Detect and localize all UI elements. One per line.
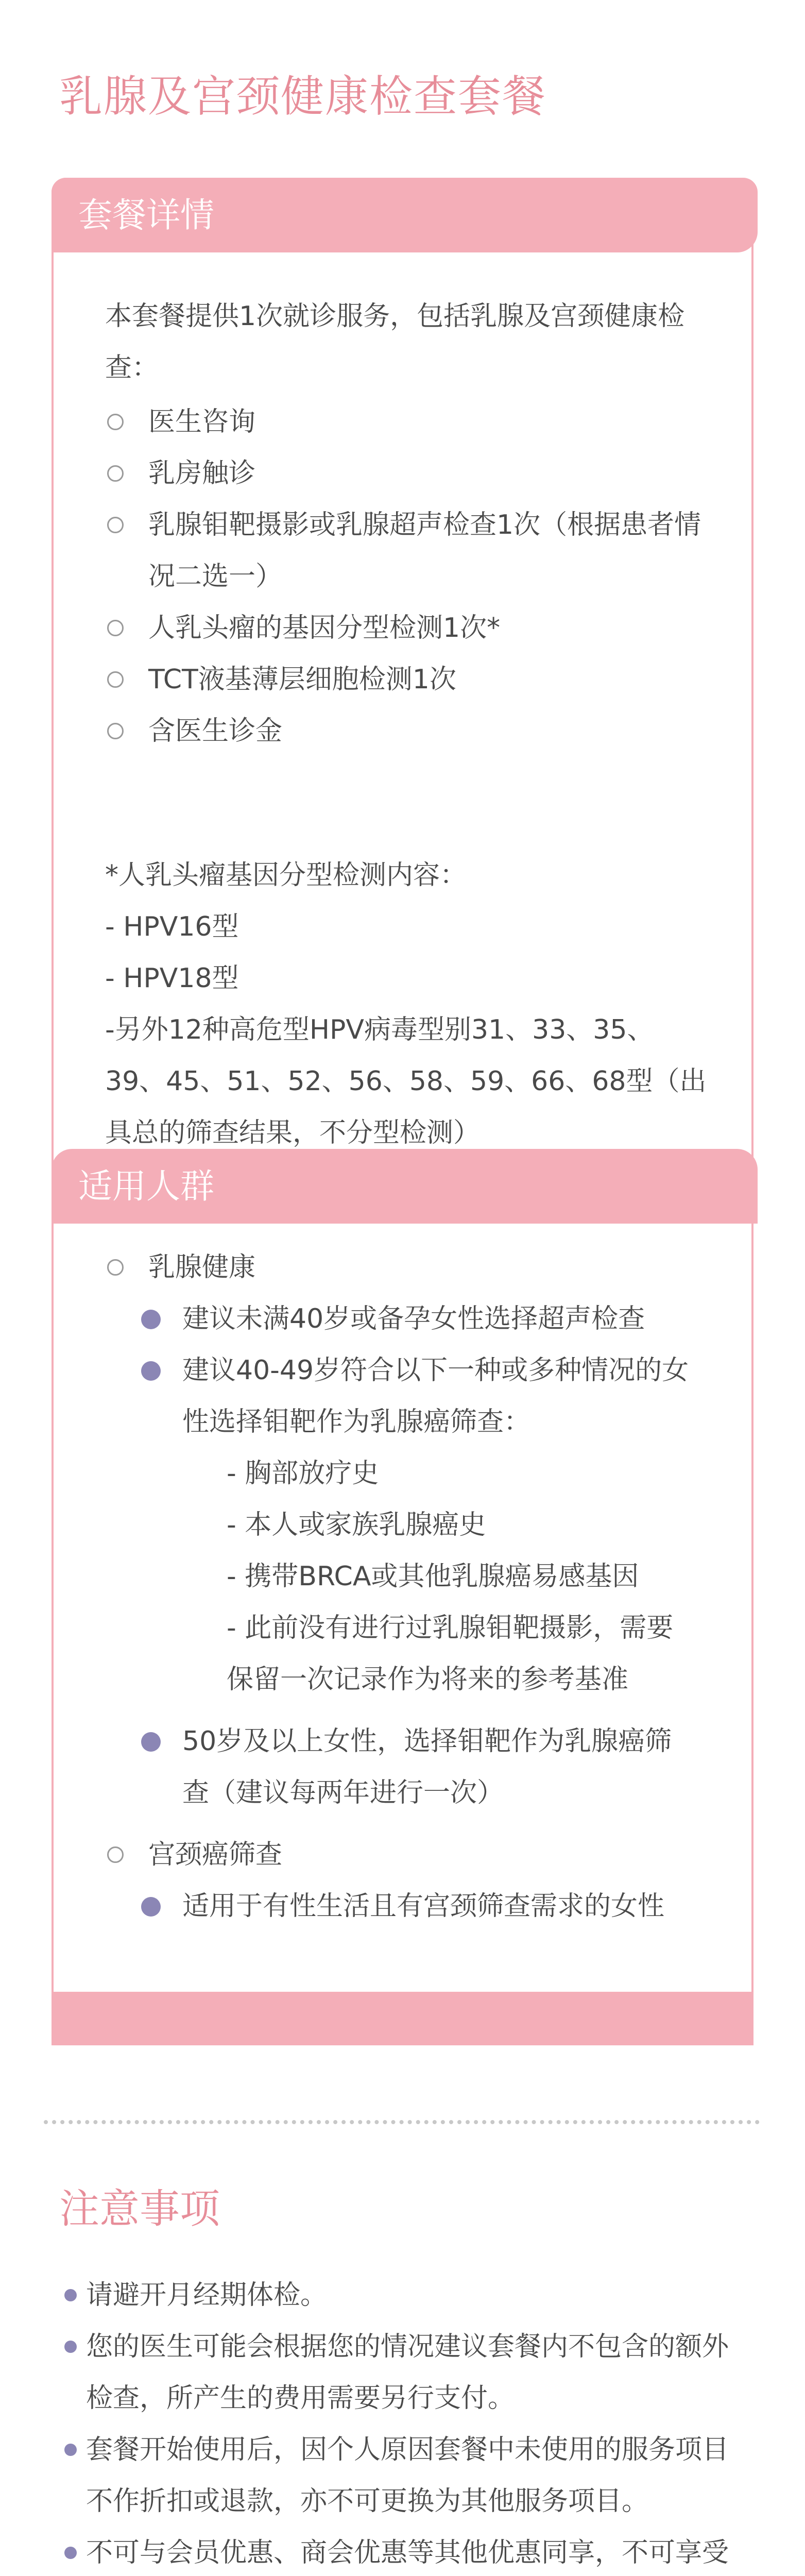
dot-bullet-icon xyxy=(64,2547,77,2559)
hpv-line: - HPV18型 xyxy=(105,963,239,994)
list-item: 不可与会员优惠、商会优惠等其他优惠同享，不可享受 xyxy=(64,2527,734,2576)
circle-bullet-icon xyxy=(107,465,124,482)
circle-bullet-icon xyxy=(107,723,124,739)
list-item: 建议40-49岁符合以下一种或多种情况的女性选择钼靶作为乳腺癌筛查： xyxy=(105,1345,697,1448)
circle-bullet-icon xyxy=(107,1259,124,1276)
circle-bullet-icon xyxy=(107,414,124,430)
list-item: 乳房触诊 xyxy=(105,448,723,499)
list-item: 建议未满40岁或备孕女性选择超声检查 xyxy=(105,1293,723,1345)
details-tab: 套餐详情 xyxy=(52,178,758,252)
hpv-title: *人乳头瘤基因分型检测内容： xyxy=(105,860,467,891)
list-item: 含医生诊金 xyxy=(105,705,723,757)
dot-bullet-icon xyxy=(141,1897,161,1917)
list-item: 您的医生可能会根据您的情况建议套餐内不包含的额外检查，所产生的费用需要另行支付。 xyxy=(64,2321,734,2424)
dotted-divider xyxy=(44,2120,760,2124)
details-list xyxy=(105,396,723,757)
audience-list xyxy=(105,1242,723,1932)
audience-card xyxy=(52,1154,753,1994)
list-item: 50岁及以上女性，选择钼靶作为乳腺癌筛查（建议每两年进行一次） xyxy=(105,1716,697,1819)
list-item: 套餐开始使用后，因个人原因套餐中未使用的服务项目不作折扣或退款，亦不可更换为其他服务项目。 xyxy=(64,2424,734,2527)
list-item: 适用于有性生活且有宫颈筛查需求的女性 xyxy=(105,1880,723,1932)
list-item: 医生咨询 xyxy=(105,396,723,448)
details-intro: 本套餐提供1次就诊服务，包括乳腺及宫颈健康检查： xyxy=(105,301,685,383)
audience-tab: 适用人群 xyxy=(52,1149,758,1224)
dot-bullet-icon xyxy=(64,2444,77,2456)
list-item: - 本人或家族乳腺癌史 xyxy=(227,1510,486,1540)
hpv-line: -另外12种高危型HPV病毒型别31、33、35、39、45、51、52、56、58、59、66、68型（出具总的筛查结果，不分型检测） xyxy=(105,1014,707,1148)
page-title: 乳腺及宫颈健康检查套餐 xyxy=(59,71,547,122)
dot-bullet-icon xyxy=(64,2341,77,2353)
circle-bullet-icon xyxy=(107,1846,124,1863)
notes-heading: 注意事项 xyxy=(59,2186,220,2232)
list-item: TCT液基薄层细胞检测1次 xyxy=(105,654,723,705)
circle-bullet-icon xyxy=(107,671,124,688)
list-item: 宫颈癌筛查 xyxy=(105,1829,723,1880)
dot-bullet-icon xyxy=(64,2289,77,2301)
notes-list xyxy=(64,2269,734,2576)
circle-bullet-icon xyxy=(107,620,124,636)
list-item: 乳腺钼靶摄影或乳腺超声检查1次（根据患者情况二选一） xyxy=(105,499,703,602)
details-card xyxy=(52,178,753,1162)
list-item: - 胸部放疗史 xyxy=(227,1458,379,1489)
card-bottom-bar xyxy=(52,1994,753,2045)
list-item: - 携带BRCA或其他乳腺癌易感基因 xyxy=(227,1561,639,1592)
dot-bullet-icon xyxy=(141,1732,161,1752)
hpv-line: - HPV16型 xyxy=(105,911,239,942)
dot-bullet-icon xyxy=(141,1310,161,1329)
dot-bullet-icon xyxy=(141,1361,161,1381)
list-item: 请避开月经期体检。 xyxy=(64,2269,734,2321)
circle-bullet-icon xyxy=(107,517,124,533)
list-item: 人乳头瘤的基因分型检测1次* xyxy=(105,602,723,654)
list-item: 乳腺健康 xyxy=(105,1242,723,1293)
list-item: - 此前没有进行过乳腺钼靶摄影，需要保留一次记录作为将来的参考基准 xyxy=(227,1613,674,1695)
